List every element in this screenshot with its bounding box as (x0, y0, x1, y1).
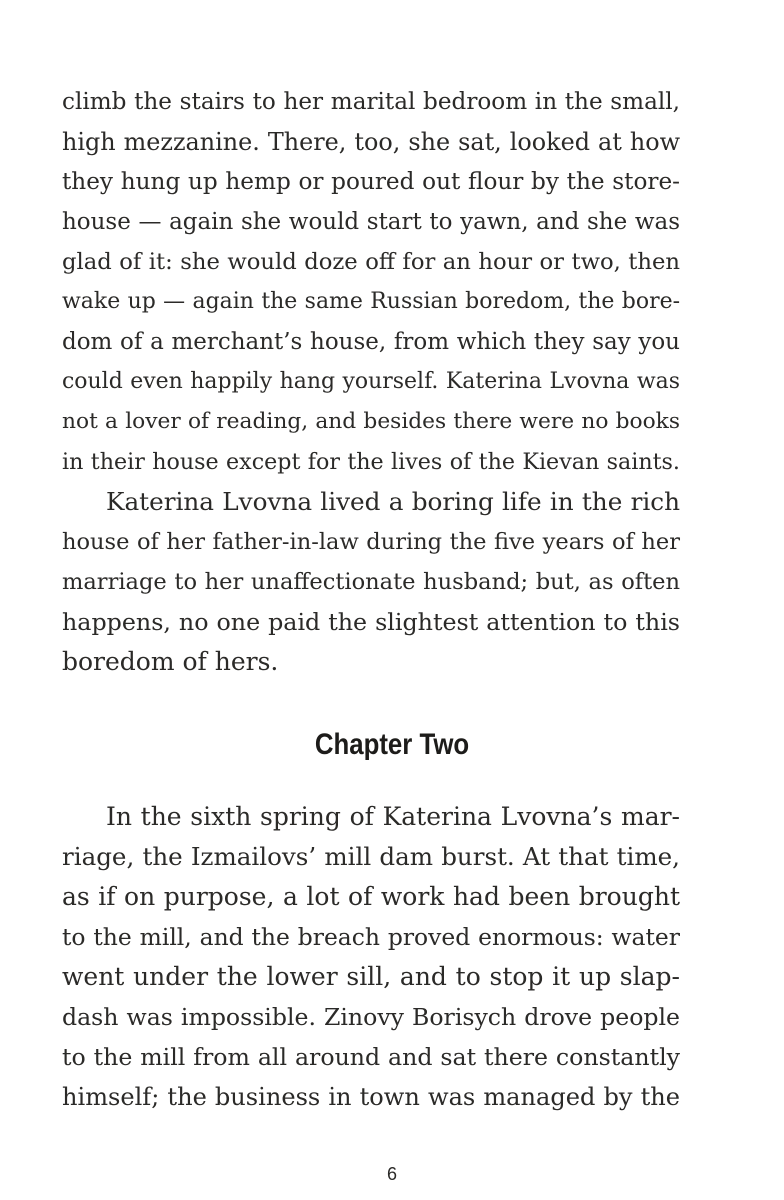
text-line: riage, the Izmailovs’ mill dam burst. At that time, (62, 842, 680, 871)
text-line: climb the stairs to her marital bedroom in the small, (62, 89, 680, 115)
text-line: dash was impossible. Zinovy Borisych drove people (62, 1003, 680, 1031)
text-line: wake up — again the same Russian boredom, the bore- (62, 289, 680, 314)
text-line: in their house except for the lives of the Kievan saints. (62, 449, 680, 475)
text-line: to the mill, and the breach proved enormous: water (62, 923, 680, 951)
page-number: 6 (386, 1164, 397, 1184)
text-line: In the sixth spring of Katerina Lvovna’s mar- (106, 802, 680, 831)
text-line: could even happily hang yourself. Katerina Lvovna was (62, 369, 680, 394)
text-line: happens, no one paid the slightest attention to this (62, 608, 680, 636)
text-line: marriage to her unaffectionate husband; but, as often (62, 569, 680, 595)
text-line: dom of a merchant’s house, from which they say you (62, 329, 680, 355)
text-line: house of her father-in-law during the five years of her (62, 529, 680, 555)
chapter-heading: Chapter Two (314, 728, 470, 761)
text-line: house — again she would start to yawn, and she was (62, 209, 680, 235)
text-line: himself; the business in town was managed by the (62, 1083, 680, 1111)
text-line: to the mill from all around and sat there constantly (62, 1043, 680, 1071)
text-line: as if on purpose, a lot of work had been brought (62, 882, 680, 911)
text-line: boredom of hers. (62, 647, 279, 676)
text-line: not a lover of reading, and besides there were no books (62, 409, 680, 434)
text-line: went under the lower sill, and to stop it up slap- (62, 962, 680, 991)
text-line: glad of it: she would doze off for an hour or two, then (62, 249, 680, 275)
text-line: Katerina Lvovna lived a boring life in the rich (106, 487, 680, 516)
text-line: they hung up hemp or poured out flour by the store- (62, 169, 680, 195)
text-line: high mezzanine. There, too, she sat, looked at how (62, 128, 680, 156)
